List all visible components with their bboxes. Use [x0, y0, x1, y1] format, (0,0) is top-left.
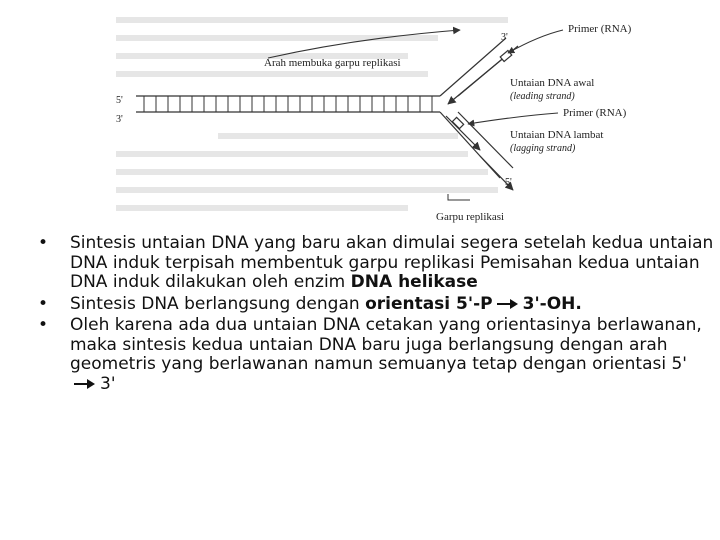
bullet-2-bold-end: 3'-OH. [522, 293, 582, 314]
bullet-2-text: Sintesis DNA berlangsung dengan [70, 293, 366, 314]
label-5prime-bottom: 5' [505, 177, 512, 188]
bullet-dot: • [38, 315, 49, 335]
label-leading: Untaian DNA awal [510, 77, 595, 89]
parental-duplex [136, 96, 440, 112]
bullet-list [26, 234, 716, 396]
label-primer-mid: Primer (RNA) [563, 107, 627, 119]
bullet-3-text: Oleh karena ada dua untaian DNA cetakan yang orientasinya berlawanan, maka sintesis kedua untaian DNA baru juga berlangsung dengan arah geometris yang berlawanan namun semuanya tetap dengan orientasi 5' [70, 315, 702, 374]
label-leading-sub: (leading strand) [510, 91, 575, 102]
fork-bracket [448, 194, 470, 200]
bullet-3-end: 3' [100, 373, 116, 394]
bullet-item-2 [26, 295, 716, 315]
label-garpu: Garpu replikasi [436, 211, 505, 223]
dna-replication-figure [108, 8, 648, 230]
bullet-1-text: Sintesis untaian DNA yang baru akan dimulai segera setelah kedua untaian DNA induk terpisah membentuk garpu replikasi Pemisahan kedua untaian DNA induk dilakukan oleh enzim [70, 233, 714, 292]
right-arrow-icon [74, 378, 96, 390]
bullet-1-bold: DNA helikase [350, 272, 478, 292]
leading-strand [448, 46, 518, 104]
bullet-2-bold-start: orientasi 5'-P [365, 293, 493, 314]
background-ghost-lines [116, 20, 508, 208]
right-arrow-icon [497, 298, 519, 310]
label-lagging-sub: (lagging strand) [510, 143, 576, 154]
label-5prime-left: 5' [116, 95, 123, 106]
bullet-item-1 [26, 234, 716, 293]
label-primer-top: Primer (RNA) [568, 23, 632, 35]
bullet-dot: • [38, 293, 49, 314]
label-3prime-left: 3' [116, 114, 123, 125]
bullet-item-3 [26, 316, 716, 394]
label-3prime-top: 3' [501, 32, 508, 43]
label-lagging: Untaian DNA lambat [510, 129, 604, 141]
bullet-dot: • [38, 233, 49, 253]
replication-fork-diagram [108, 8, 648, 230]
label-arah: Arah membuka garpu replikasi [264, 57, 401, 69]
